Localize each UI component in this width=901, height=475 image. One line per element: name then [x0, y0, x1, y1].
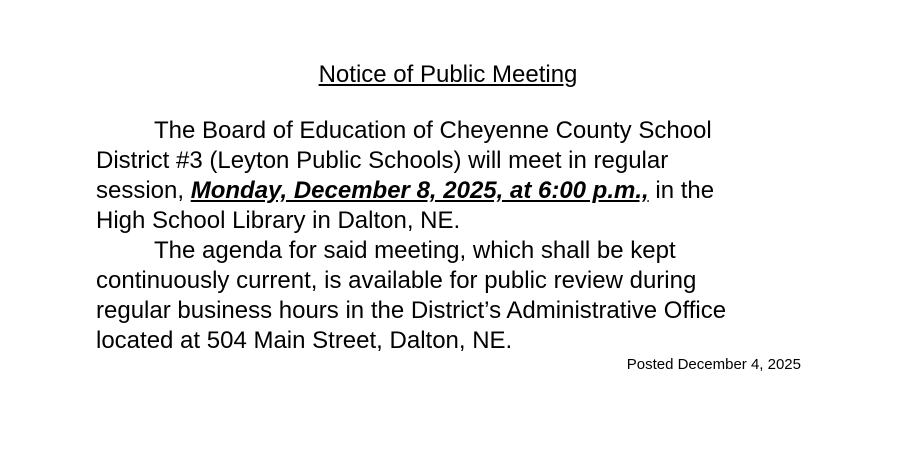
notice-title: Notice of Public Meeting — [318, 61, 578, 88]
paragraph1-line1: The Board of Education of Cheyenne County School — [154, 117, 712, 144]
paragraph2-line4: located at 504 Main Street, Dalton, NE. — [96, 327, 513, 354]
posted-date: Posted December 4, 2025 — [626, 356, 801, 373]
paragraph1-line3-tail: in the — [648, 177, 715, 204]
paragraph1-line3-lead: session, — [96, 177, 191, 204]
paragraph2-line2: continuously current, is available for public review during — [96, 267, 697, 294]
paragraph1-line2: District #3 (Leyton Public Schools) will meet in regular — [96, 147, 669, 174]
paragraph1-line3 — [96, 176, 816, 206]
meeting-date-time: Monday, December 8, 2025, at 6:00 p.m., — [190, 177, 649, 204]
notice-body — [96, 116, 816, 356]
paragraph1-line4: High School Library in Dalton, NE. — [96, 207, 461, 234]
paragraph2-line1: The agenda for said meeting, which shall be kept — [154, 237, 676, 264]
paragraph-agenda — [96, 236, 816, 356]
paragraph2-line3: regular business hours in the District’s Administrative Office — [96, 297, 727, 324]
paragraph-meeting-details — [96, 116, 816, 236]
